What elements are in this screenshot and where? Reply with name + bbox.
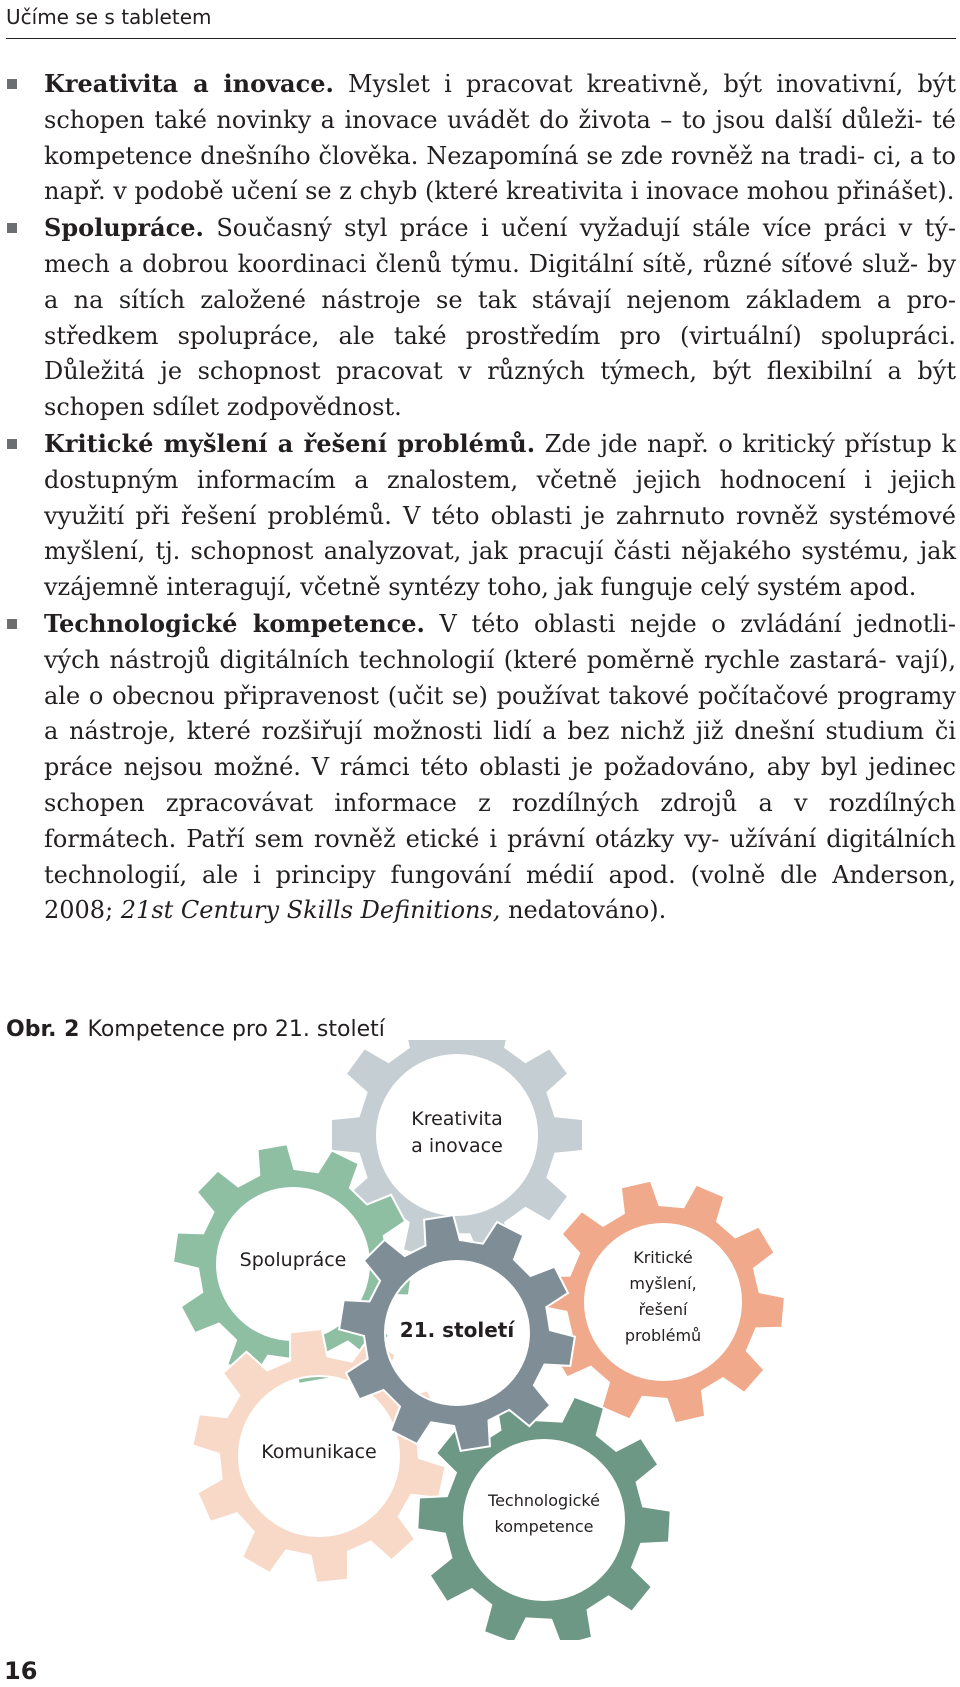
- item-text: Myslet i pracovat kreativně, být inovativní, být schopen také novinky a inovace uvádět do života – to jsou další důleži- té kompetence dnešního člověka. Nezapomíná se zde rovněž na tradi- ci, a to např. v podobě učení se z chyb (které kreativita i inovace mohou přinášet).: [44, 70, 957, 206]
- item-text: V této oblasti nejde o zvládání jednotli- vých nástrojů digitálních technologií (které poměrně rychle zastará- vají), ale o obecnou připravenost (učit se) používat takové počítačové programy a nástroje, které rozšiřují možnosti lidí a bez nichž již dnešní studium či práce nejsou možné. V rámci této oblasti je požadováno, aby byl jedinec schopen zpracovávat informace z rozdílných zdrojů a v rozdílných formátech. Patří sem rovněž etické i právní otázky vy- užívání digitálních technologií, ale i principy fungování médií apod.: [44, 609, 956, 889]
- competence-list: [44, 66, 956, 929]
- running-header-title: Učíme se s tabletem: [6, 5, 212, 29]
- gear-technologicke-label-line-2: kompetence: [494, 1517, 594, 1536]
- gears-diagram: [0, 1040, 960, 1640]
- bullet-icon: [7, 223, 17, 233]
- item-term: Technologické kompetence.: [44, 608, 425, 638]
- item-text: Současný styl práce i učení vyžadují stále více práci v tý- mech a dobrou koordinaci členů týmu. Digitální sítě, různé síťové služ- by a na sítích založené nástroje se tak stávají nejenom základem a pro- středkem spolupráce, ale také prostředím pro (virtuální) spolupráci. Důležitá je schopnost pracovat v různých týmech, být flexibilní a být schopen sdílet zodpovědnost.: [44, 214, 956, 422]
- figure-label: Obr. 2: [6, 1017, 80, 1042]
- gear-technologicke-label-line-1: Technologické: [488, 1491, 600, 1510]
- gear-kriticke: [541, 1181, 785, 1424]
- list-item: [44, 66, 956, 210]
- gear-kriticke-label-line-1: Kritické: [633, 1248, 693, 1267]
- gear-kriticke-label-line-4: problémů: [624, 1326, 702, 1345]
- bullet-icon: [7, 439, 17, 449]
- gear-spoluprace-label: Spolupráce: [239, 1249, 347, 1271]
- gear-komunikace-label: Komunikace: [261, 1441, 377, 1463]
- gear-kriticke-label-line-3: řešení: [638, 1300, 688, 1319]
- item-text: Zde jde např. o kritický přístup k dostupným informacím a znalostem, včetně jejich hodnocení i jejich využití při řešení problémů. V této oblasti je zahrnuto rovněž systémové myšlení, tj. schopnost analyzovat, jak pracují části nějakého systému, jak vzájemně interagují, včetně syntézy toho, jak funguje celý systém apod.: [44, 429, 956, 602]
- gear-kriticke-label-line-2: myšlení,: [629, 1274, 697, 1293]
- bullet-icon: [7, 619, 17, 629]
- figure-caption-text: Kompetence pro 21. století: [87, 1017, 385, 1042]
- running-header: [6, 2, 956, 39]
- gear-center-label: 21. století: [399, 1318, 515, 1342]
- list-item: [44, 606, 956, 929]
- citation-title: 21st Century Skills Definitions,: [120, 896, 501, 925]
- list-item: [44, 426, 956, 606]
- page-number: 16: [4, 1657, 38, 1685]
- gear-kreativita-label-line-2: a inovace: [411, 1135, 503, 1157]
- item-term: Kritické myšlení a řešení problémů.: [44, 428, 536, 458]
- bullet-icon: [7, 79, 17, 89]
- gear-center: [339, 1215, 575, 1451]
- item-term: Spolupráce.: [44, 213, 204, 243]
- item-term: Kreativita a inovace.: [44, 69, 334, 98]
- gear-komunikace: [192, 1329, 445, 1583]
- gear-kreativita-label-line-1: Kreativita: [411, 1108, 503, 1130]
- citation-suffix: nedatováno).: [500, 896, 667, 925]
- citation-prefix: (volně dle Anderson, 2008;: [44, 860, 956, 925]
- list-item: [44, 210, 956, 426]
